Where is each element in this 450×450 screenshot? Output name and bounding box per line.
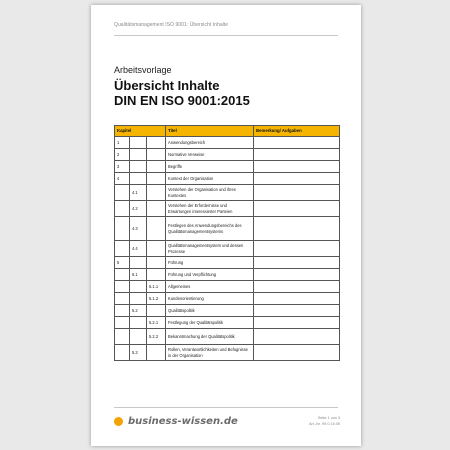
section-cell: 5.1: [130, 269, 147, 281]
title-cell: Qualitätspolitik: [166, 305, 254, 317]
chapter-cell: [115, 185, 130, 201]
chapter-cell: 1: [115, 137, 130, 149]
remarks-cell: [254, 293, 340, 305]
brand-name: business-wissen.de: [128, 416, 238, 427]
table-row: [115, 217, 340, 241]
chapter-cell: [115, 201, 130, 217]
section-cell: [130, 173, 147, 185]
title-cell: Kundenorientierung: [166, 293, 254, 305]
page-number: Seite 1 von 3: [317, 416, 340, 420]
article-number: Art.-Nr. 99.0.15.05: [308, 422, 340, 427]
title-cell: Verstehen der Erfordernisse und Erwartungen interessierter Parteien: [166, 201, 254, 217]
subsection-cell: [147, 269, 166, 281]
chapter-cell: 5: [115, 257, 130, 269]
table-row: [115, 201, 340, 217]
chapter-cell: 2: [115, 149, 130, 161]
table-row: [115, 257, 340, 269]
contents-table: [114, 125, 340, 361]
subsection-cell: [147, 217, 166, 241]
table-row: [115, 149, 340, 161]
title-cell: Festlegung der Qualitätspolitik: [166, 317, 254, 329]
table-row: [115, 185, 340, 201]
subsection-cell: [147, 305, 166, 317]
document-subtitle: Arbeitsvorlage: [114, 65, 172, 75]
header-divider: [114, 35, 338, 36]
chapter-cell: [115, 329, 130, 345]
table-body: [115, 137, 340, 361]
section-cell: 4.4: [130, 241, 147, 257]
section-cell: 4.3: [130, 217, 147, 241]
section-cell: [130, 137, 147, 149]
title-cell: Normative Verweise: [166, 149, 254, 161]
section-cell: 5.3: [130, 345, 147, 361]
subsection-cell: 5.1.1: [147, 281, 166, 293]
section-cell: [130, 317, 147, 329]
title-cell: Allgemeines: [166, 281, 254, 293]
section-cell: 4.1: [130, 185, 147, 201]
subsection-cell: [147, 173, 166, 185]
remarks-cell: [254, 317, 340, 329]
document-title-line1: Übersicht Inhalte: [114, 78, 220, 93]
table-row: [115, 281, 340, 293]
remarks-cell: [254, 137, 340, 149]
chapter-cell: [115, 345, 130, 361]
section-cell: 5.2: [130, 305, 147, 317]
title-cell: Festlegen des Anwendungsbereichs des Qualitätsmanagementsystems: [166, 217, 254, 241]
chapter-cell: [115, 317, 130, 329]
chapter-cell: [115, 293, 130, 305]
running-header: Qualitätsmanagement ISO 9001: Übersicht Inhalte: [114, 22, 229, 28]
chapter-cell: [115, 281, 130, 293]
remarks-cell: [254, 281, 340, 293]
remarks-cell: [254, 149, 340, 161]
remarks-cell: [254, 217, 340, 241]
subsection-cell: [147, 241, 166, 257]
section-cell: 4.2: [130, 201, 147, 217]
title-cell: Begriffe: [166, 161, 254, 173]
subsection-cell: [147, 345, 166, 361]
header-bemerkung: Bemerkung/ Aufgaben: [254, 126, 340, 137]
remarks-cell: [254, 173, 340, 185]
remarks-cell: [254, 345, 340, 361]
table-row: [115, 317, 340, 329]
footer-divider: [114, 407, 338, 408]
subsection-cell: [147, 149, 166, 161]
title-cell: Qualitätsmanagementsystem und dessen Prozesse: [166, 241, 254, 257]
subsection-cell: 5.2.1: [147, 317, 166, 329]
document-title-line2: DIN EN ISO 9001:2015: [114, 93, 250, 108]
subsection-cell: [147, 185, 166, 201]
subsection-cell: 5.1.2: [147, 293, 166, 305]
chapter-cell: [115, 217, 130, 241]
section-cell: [130, 329, 147, 345]
chapter-cell: [115, 269, 130, 281]
section-cell: [130, 281, 147, 293]
table-row: [115, 137, 340, 149]
chapter-cell: [115, 305, 130, 317]
brand-dot-icon: [114, 417, 123, 426]
table-row: [115, 305, 340, 317]
chapter-cell: 4: [115, 173, 130, 185]
table-row: [115, 241, 340, 257]
page-info: [309, 415, 340, 427]
document-page: [91, 5, 361, 446]
title-cell: Verstehen der Organisation und ihres Kontextes: [166, 185, 254, 201]
section-cell: [130, 293, 147, 305]
subsection-cell: [147, 161, 166, 173]
chapter-cell: [115, 241, 130, 257]
remarks-cell: [254, 161, 340, 173]
title-cell: Führung und Verpflichtung: [166, 269, 254, 281]
table-row: [115, 345, 340, 361]
table-header-row: [115, 126, 340, 137]
title-cell: Rollen, Verantwortlichkeiten und Befugnisse in der Organisation: [166, 345, 254, 361]
table-row: [115, 173, 340, 185]
header-titel: Titel: [166, 126, 254, 137]
title-cell: Führung: [166, 257, 254, 269]
title-cell: Bekanntmachung der Qualitätspolitik: [166, 329, 254, 345]
chapter-cell: 3: [115, 161, 130, 173]
table-row: [115, 293, 340, 305]
section-cell: [130, 149, 147, 161]
section-cell: [130, 257, 147, 269]
table-row: [115, 269, 340, 281]
remarks-cell: [254, 269, 340, 281]
remarks-cell: [254, 305, 340, 317]
remarks-cell: [254, 185, 340, 201]
table-row: [115, 329, 340, 345]
title-cell: Anwendungsbereich: [166, 137, 254, 149]
subsection-cell: [147, 137, 166, 149]
section-cell: [130, 161, 147, 173]
subsection-cell: [147, 201, 166, 217]
brand-logo: [114, 416, 238, 427]
remarks-cell: [254, 241, 340, 257]
subsection-cell: [147, 257, 166, 269]
remarks-cell: [254, 201, 340, 217]
subsection-cell: 5.2.2: [147, 329, 166, 345]
header-kapitel: Kapitel: [115, 126, 166, 137]
table-row: [115, 161, 340, 173]
title-cell: Kontext der Organisation: [166, 173, 254, 185]
remarks-cell: [254, 257, 340, 269]
remarks-cell: [254, 329, 340, 345]
